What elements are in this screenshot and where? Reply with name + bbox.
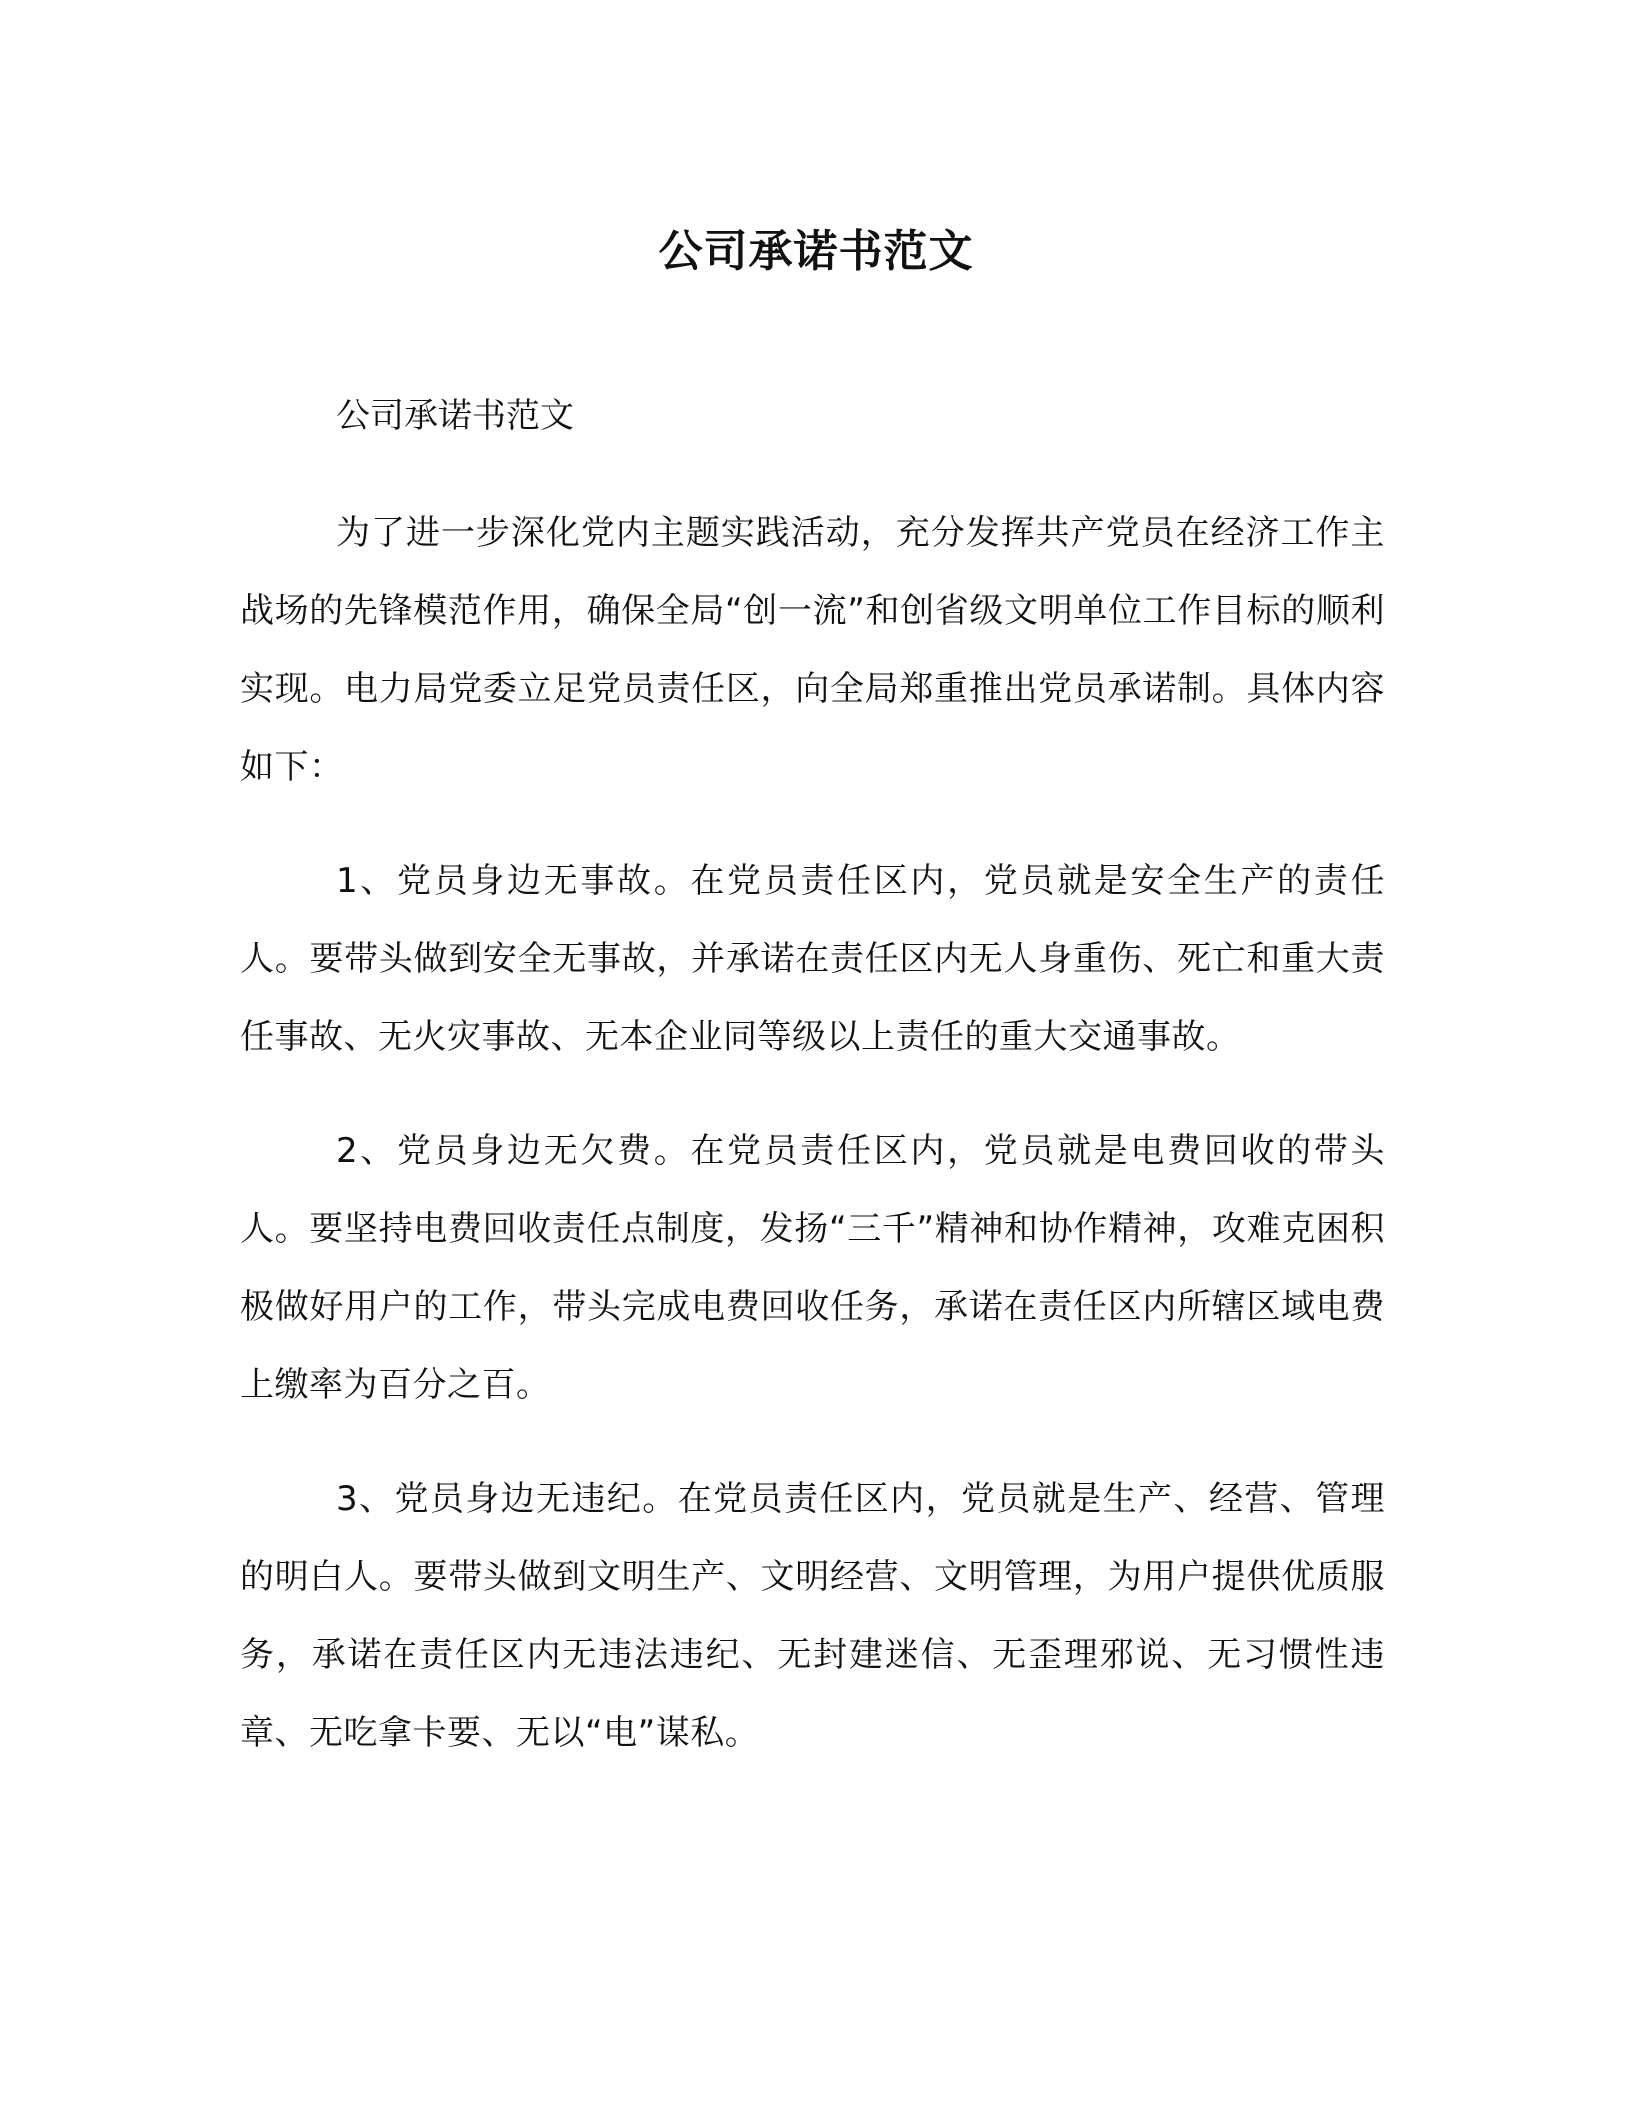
paragraph-intro: 为了进一步深化党内主题实践活动，充分发挥共产党员在经济工作主战场的先锋模范作用，确保全局“创一流”和创省级文明单位工作目标的顺利实现。电力局党委立足党员责任区，向全局郑重推出党员承诺制。具体内容如下： <box>240 513 1385 787</box>
document-subtitle: 公司承诺书范文 <box>336 396 574 436</box>
document-body <box>240 392 1385 1808</box>
document-title: 公司承诺书范文 <box>658 226 974 277</box>
paragraph-item-3: 3、党员身边无违纪。在党员责任区内，党员就是生产、经营、管理的明白人。要带头做到文明生产、文明经营、文明管理，为用户提供优质服务，承诺在责任区内无违法违纪、无封建迷信、无歪理邪说、无习惯性违章、无吃拿卡要、无以“电”谋私。 <box>240 1479 1385 1753</box>
paragraph-item-2: 2、党员身边无欠费。在党员责任区内，党员就是电费回收的带头人。要坚持电费回收责任点制度，发扬“三千”精神和协作精神，攻难克困积极做好用户的工作，带头完成电费回收任务，承诺在责任区内所辖区域电费上缴率为百分之百。 <box>240 1131 1385 1405</box>
paragraph-item-1: 1、党员身边无事故。在党员责任区内，党员就是安全生产的责任人。要带头做到安全无事故，并承诺在责任区内无人身重伤、死亡和重大责任事故、无火灾事故、无本企业同等级以上责任的重大交通事故。 <box>240 861 1385 1057</box>
